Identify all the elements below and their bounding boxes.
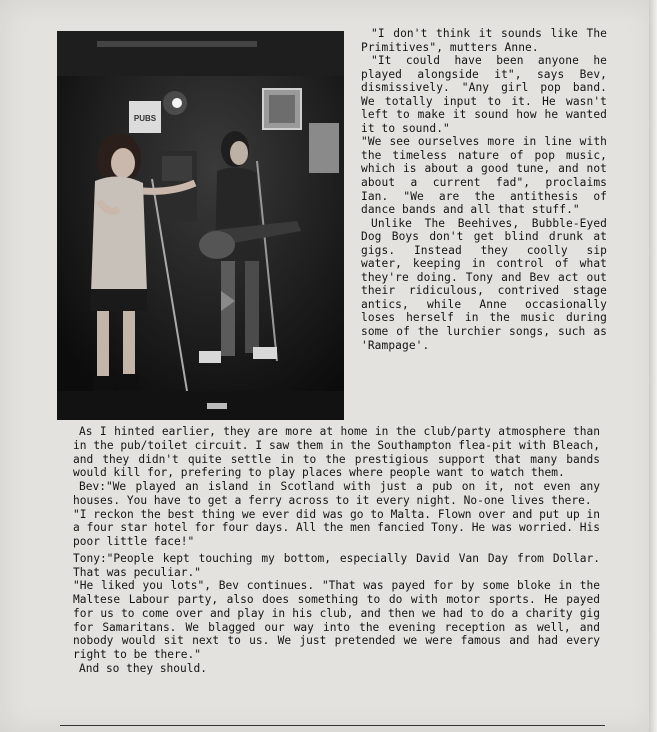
bottom-rule xyxy=(60,725,605,726)
paragraph: "I reckon the best thing we ever did was go to Malta. Flown over and put up in a four star hotel for four days. All the men fancied Tony. He was worried. His poor little face!" xyxy=(73,507,600,548)
paragraph: "It could have been anyone he played alongside it", says Bev, dismissively. "Any girl pop band. We totally input to it. He wasn't left to make it sound how he wanted it to sound." xyxy=(361,54,607,135)
wall-sign: PUBS xyxy=(133,114,157,123)
right-text-column xyxy=(361,27,607,352)
band-photo xyxy=(57,31,344,420)
paragraph: And so they should. xyxy=(79,661,207,675)
paragraph: "We see ourselves more in line with the timeless nature of pop music, which is about a good tune, and not about a current fad", proclaims Ian. "We are the antithesis of dance bands and all that stuff." xyxy=(361,135,607,217)
page-edge xyxy=(649,0,657,732)
paragraph: Tony:"People kept touching my bottom, especially David Van Day from Dollar. That was peculiar." xyxy=(73,551,600,579)
paragraph: Bev:"We played an island in Scotland with just a pub on it, not even any houses. You have to get a ferry across to it every night. No-one lives there. xyxy=(73,480,600,507)
paragraph: Unlike The Beehives, Bubble-Eyed Dog Boys don't get blind drunk at gigs. Instead they coolly sip water, keeping in control of what they're doing. Tony and Bev act out their ridiculous, contrived stage antics, while Anne occasionally loses herself in the music during some of the lurchier songs, such as 'Rampage'. xyxy=(361,216,607,352)
paragraph: "I don't think it sounds like The Primitives", mutters Anne. xyxy=(361,27,607,54)
paragraph: "He liked you lots", Bev continues. "That was payed for by some bloke in the Maltese Labour party, also does something to do with motor sports. He payed for us to come over and play in his club, and then we had to do a charity gig for Samaritans. We blagged our way into the evening reception as well, and nobody would sit next to us. We just pretended we were famous and had every right to be there." xyxy=(73,579,600,661)
paragraph: As I hinted earlier, they are more at home in the club/party atmosphere than in the pub/toilet circuit. I saw them in the Southampton flea-pit with Bleach, and they didn't quite settle in to the prestigious support that many bands would kill for, prefering to play places where people want to watch them. xyxy=(73,425,600,480)
full-width-text xyxy=(73,425,600,676)
